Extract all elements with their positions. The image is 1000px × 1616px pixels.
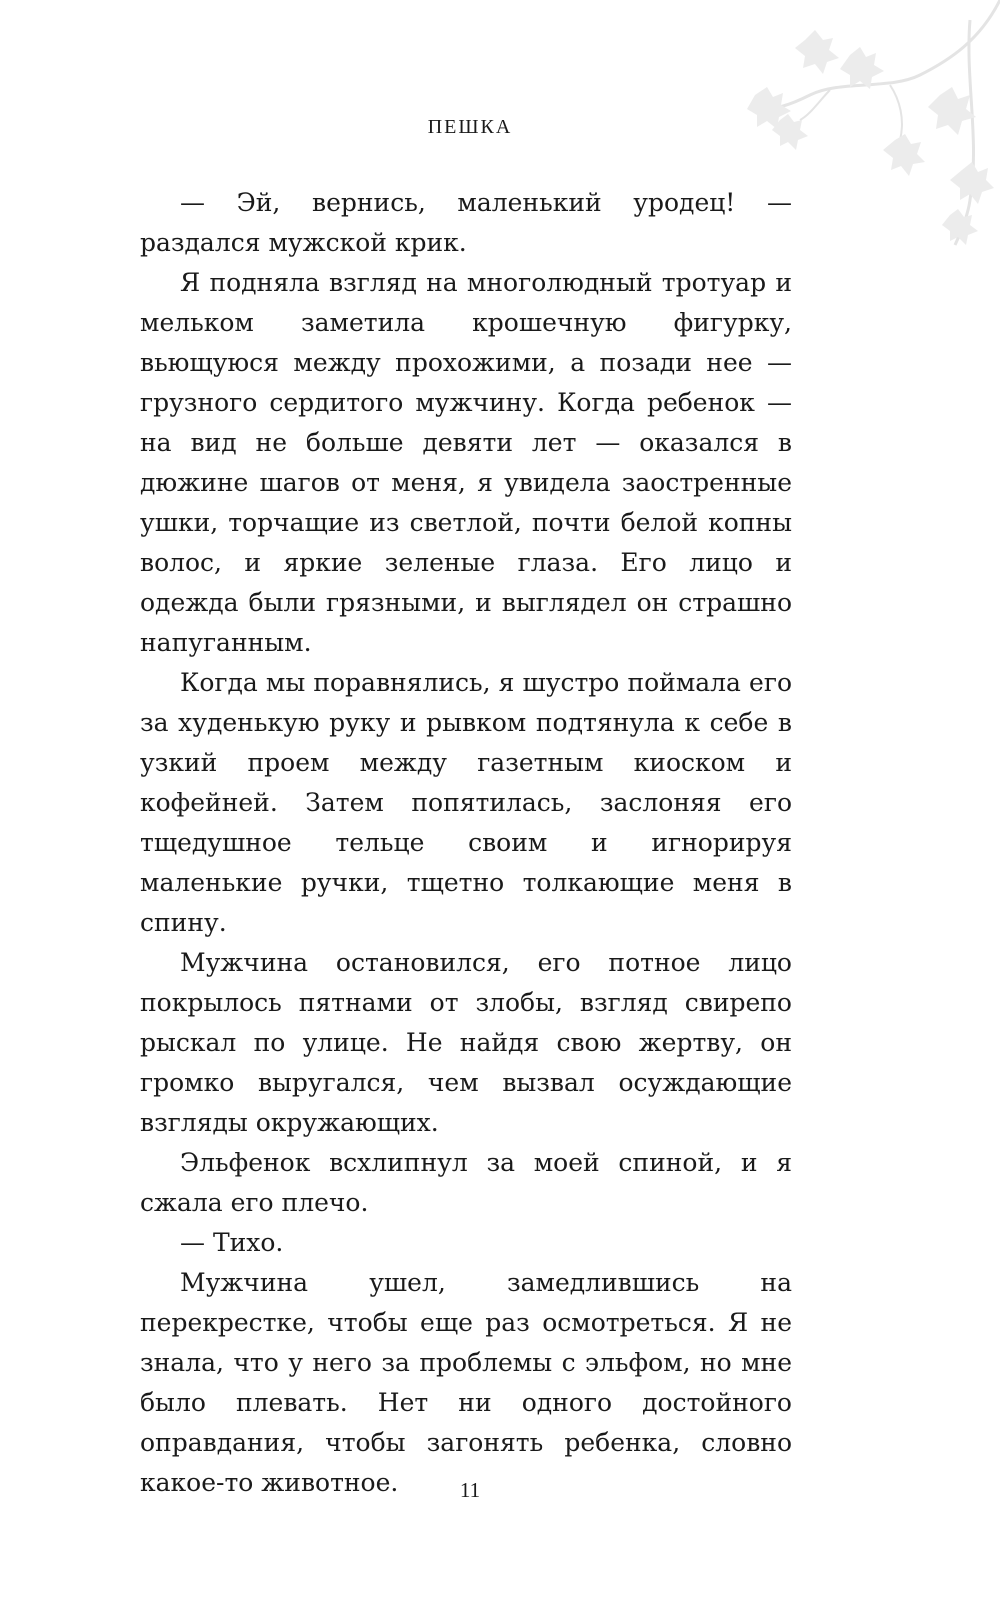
paragraph: Мужчина остановился, его потное лицо покрылось пятнами от злобы, взгляд свирепо рыскал по улице. Не найдя свою жертву, он громко выругался, чем вызвал осуждающие взгляды окружающих. (140, 948, 792, 1137)
paragraph: Мужчина ушел, замедлившись на перекрестке, чтобы еще раз осмотреться. Я не знала, что у него за проблемы с эльфом, но мне было плевать. Нет ни одного достойного оправдания, чтобы загонять ребенка, словно какое-то животное. (140, 1268, 792, 1497)
page-number: 11 (459, 1478, 481, 1502)
paragraph: — Тихо. (180, 1228, 284, 1257)
paragraph: — Эй, вернись, маленький уродец! — раздался мужской крик. (140, 188, 792, 257)
paragraph: Когда мы поравнялись, я шустро поймала его за худенькую руку и рывком подтянула к себе в узкий проем между газетным киоском и кофейней. Затем попятилась, заслоняя его тщедушное тельце своим и игнорируя маленькие ручки, тщетно толкающие меня в спину. (140, 668, 792, 937)
paragraph: Я подняла взгляд на многолюдный тротуар и мельком заметила крошечную фигурку, вьющуюся между прохожими, а позади нее — грузного сердитого мужчину. Когда ребенок — на вид не больше девяти лет — оказался в дюжине шагов от меня, я увидела заостренные ушки, торчащие из светлой, почти белой копны волос, и яркие зеленые глаза. Его лицо и одежда были грязными, и выглядел он страшно напуганным. (140, 268, 792, 657)
running-head-title: ПЕШКА (427, 116, 513, 138)
body-text (140, 183, 792, 1503)
paragraph: Эльфенок всхлипнул за моей спиной, и я сжала его плечо. (140, 1148, 792, 1217)
